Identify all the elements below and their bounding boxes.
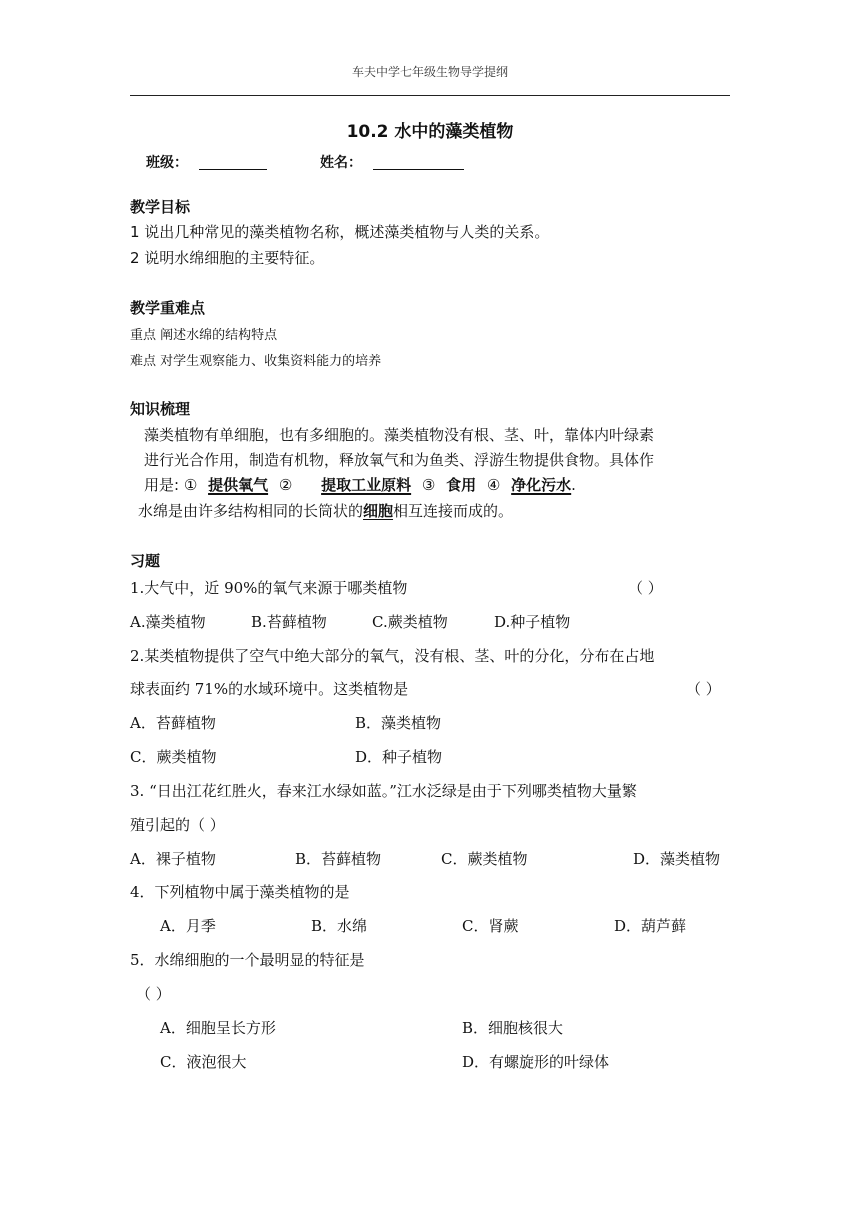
knowledge-line: 进行光合作用，制造有机物，释放氧气和为鱼类、浮游生物提供食物。具体作	[144, 451, 655, 469]
uses-end: .	[571, 476, 576, 494]
class-blank	[199, 169, 267, 170]
key-points-heading: 教学重难点	[130, 299, 206, 317]
key-point-item: 重点 阐述水绵的结构特点	[130, 328, 278, 343]
objectives-heading: 教学目标	[130, 198, 191, 216]
q5-option-a: A．细胞呈长方形	[160, 1019, 276, 1037]
class-label: 班级：	[146, 155, 188, 171]
q1-option-c: C.蕨类植物	[372, 613, 448, 631]
q2-option-a: A．苔藓植物	[130, 714, 216, 732]
q4-option-b: B．水绵	[311, 917, 368, 935]
question-5-stem: 5．水绵细胞的一个最明显的特征是	[130, 951, 365, 969]
answer-blank-4: 净化污水	[511, 476, 572, 494]
header-divider	[130, 95, 730, 96]
answer-blank-1: 提供氧气	[208, 476, 269, 494]
q3-option-b: B．苔藓植物	[295, 850, 382, 868]
key-point-item: 难点 对学生观察能力、收集资料能力的培养	[130, 354, 382, 369]
question-1-answer-paren: （ ）	[628, 579, 663, 597]
q1-option-a: A.藻类植物	[130, 613, 206, 631]
page-header: 车夫中学七年级生物导学提纲	[351, 65, 508, 79]
q4-option-c: C．肾蕨	[462, 917, 519, 935]
knowledge-line: 藻类植物有单细胞，也有多细胞的。藻类植物没有根、茎、叶，靠体内叶绿素	[144, 426, 655, 444]
uses-prefix: 用是: ①	[144, 476, 198, 494]
q2-option-b: B．藻类植物	[355, 714, 442, 732]
question-3-stem-cont: 殖引起的（ ）	[130, 816, 225, 834]
answer-blank-3: 食用	[446, 476, 477, 494]
knowledge-line-uses	[144, 474, 576, 495]
q3-option-a: A．裸子植物	[130, 850, 216, 868]
knowledge-line-spirogyra	[138, 500, 513, 521]
q3-option-c: C．蕨类植物	[441, 850, 528, 868]
q5-option-c: C．液泡很大	[160, 1053, 247, 1071]
question-2-stem-cont: 球表面约 71%的水域环境中。这类植物是	[130, 680, 409, 698]
objective-item: 1 说出几种常见的藻类植物名称，概述藻类植物与人类的关系。	[130, 223, 550, 241]
q1-option-b: B.苔藓植物	[251, 613, 327, 631]
question-3-stem: 3. “日出江花红胜火，春来江水绿如蓝。”江水泛绿是由于下列哪类植物大量繁	[130, 782, 637, 800]
answer-blank-5: 细胞	[363, 502, 394, 520]
q4-option-a: A．月季	[160, 917, 216, 935]
answer-blank-2: 提取工业原料	[321, 476, 412, 494]
name-label: 姓名：	[320, 155, 362, 171]
marker-2: ②	[278, 476, 293, 494]
question-2-stem: 2.某类植物提供了空气中绝大部分的氧气，没有根、茎、叶的分化，分布在占地	[130, 647, 655, 665]
q5-option-d: D．有螺旋形的叶绿体	[462, 1053, 610, 1071]
question-2-answer-paren: （ ）	[686, 680, 721, 698]
q2-option-d: D．种子植物	[355, 748, 443, 766]
spirogyra-post: 相互连接而成的。	[393, 502, 514, 520]
question-4-stem: 4．下列植物中属于藻类植物的是	[130, 883, 350, 901]
q2-option-c: C．蕨类植物	[130, 748, 217, 766]
knowledge-heading: 知识梳理	[130, 400, 191, 418]
q3-option-d: D．藻类植物	[633, 850, 721, 868]
q4-option-d: D．葫芦藓	[614, 917, 687, 935]
name-blank	[373, 169, 464, 170]
exercises-heading: 习题	[130, 552, 161, 570]
q5-option-b: B．细胞核很大	[462, 1019, 564, 1037]
objective-item: 2 说明水绵细胞的主要特征。	[130, 249, 325, 267]
spirogyra-pre: 水绵是由许多结构相同的长筒状的	[138, 502, 364, 520]
q1-option-d: D.种子植物	[494, 613, 571, 631]
marker-3: ③	[421, 476, 436, 494]
question-5-answer-paren: （ ）	[136, 985, 171, 1003]
question-1-stem: 1.大气中，近 90%的氧气来源于哪类植物	[130, 579, 408, 597]
marker-4: ④	[486, 476, 501, 494]
page-title: 10.2 水中的藻类植物	[346, 122, 514, 142]
